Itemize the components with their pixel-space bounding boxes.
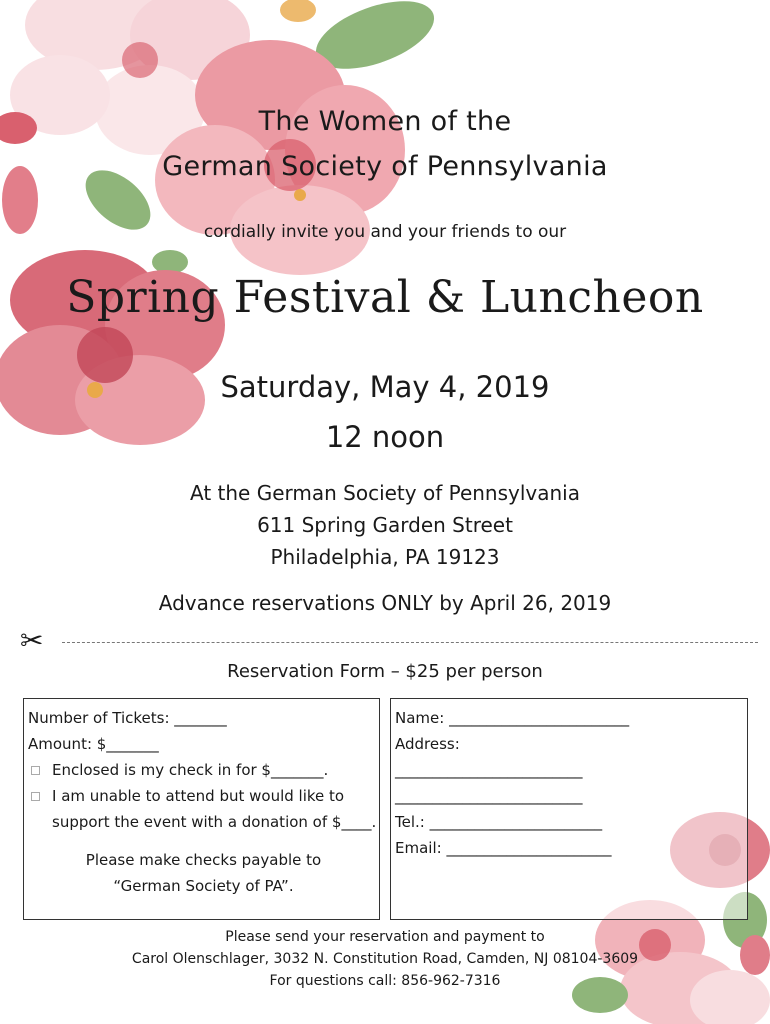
scissors-icon: ✂ [20, 624, 44, 657]
payable-line2: “German Society of PA”. [113, 877, 294, 895]
event-time: 12 noon [325, 420, 445, 454]
venue-city: Philadelphia, PA 19123 [270, 545, 500, 569]
tickets-field[interactable]: Number of Tickets: _______ [28, 709, 227, 727]
address-line2-field[interactable]: _________________________ [395, 787, 583, 805]
tel-field[interactable]: Tel.: _______________________ [395, 813, 603, 831]
cut-line [62, 642, 758, 643]
venue-name: At the German Society of Pennsylvania [189, 481, 580, 505]
reservation-deadline: Advance reservations ONLY by April 26, 2019 [158, 591, 612, 615]
contact-box [390, 698, 748, 920]
payable-note [28, 847, 379, 899]
donation-label-line2: support the event with a donation of $____. [52, 813, 377, 831]
donation-option[interactable] [28, 783, 379, 809]
host-title-line2: German Society of Pennsylvania [162, 151, 608, 182]
footer-address: Carol Olenschlager, 3032 N. Constitution Road, Camden, NJ 08104-3609 [131, 951, 639, 967]
event-date: Saturday, May 4, 2019 [220, 370, 550, 404]
checkbox-icon[interactable] [31, 792, 40, 801]
form-title: Reservation Form – $25 per person [227, 661, 543, 682]
invite-line: cordially invite you and your friends to our [203, 222, 567, 242]
address-label: Address: [395, 735, 460, 753]
host-title-line1: The Women of the [258, 106, 512, 137]
amount-field[interactable]: Amount: $_______ [28, 735, 159, 753]
event-name: Spring Festival & Luncheon [66, 272, 704, 323]
name-field[interactable]: Name: ________________________ [395, 709, 630, 727]
address-line1-field[interactable]: _________________________ [395, 761, 583, 779]
email-field[interactable]: Email: ______________________ [395, 839, 612, 857]
donation-label-line1: I am unable to attend but would like to [52, 787, 345, 805]
order-box [23, 698, 380, 920]
checkbox-icon[interactable] [31, 766, 40, 775]
footer-send-to: Please send your reservation and payment to [225, 929, 545, 945]
venue-street: 611 Spring Garden Street [257, 513, 513, 537]
check-enclosed-option[interactable] [28, 757, 379, 783]
check-enclosed-label: Enclosed is my check in for $_______. [52, 761, 329, 779]
footer-phone: For questions call: 856-962-7316 [269, 973, 501, 989]
payable-line1: Please make checks payable to [85, 851, 322, 869]
